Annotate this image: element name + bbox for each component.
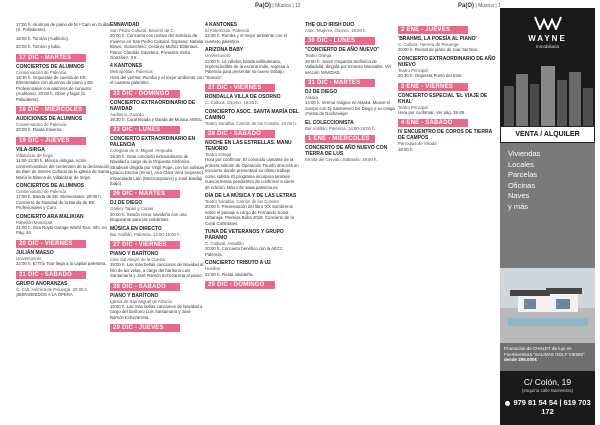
phone-icon	[505, 401, 510, 406]
event-venue: C. Cultura, Osorno. 19:30 h.	[205, 100, 259, 106]
real-estate-ad	[500, 0, 600, 425]
ad-address: C/ Colón, 19	[523, 377, 572, 387]
ad-banner: VENTA / ALQUILER	[500, 126, 595, 143]
day-header: 4 ENE - SÁBADO	[398, 119, 468, 127]
event-desc: 20:30 h. Orquesta Punto del Este.	[398, 73, 463, 79]
day-header: 19 DIC - JUEVES	[16, 137, 86, 145]
ad-address-note: (esquina calle Barrientos)	[521, 388, 574, 393]
event-title: THE OLD IRISH DUO	[305, 22, 355, 28]
event-title: TUNA DE VETERANOS Y GRUPO PÁRAMO	[205, 228, 284, 241]
villa-icon	[500, 268, 595, 343]
event-venue: Parroquia de Villada	[398, 141, 437, 147]
ad-service-item: y más	[508, 201, 529, 211]
event-title: DÍA DE LA MÚSICA Y DE LAS LETRAS	[205, 192, 297, 199]
ad-services-list	[508, 149, 540, 212]
event-title: 4 KANTONES	[110, 63, 143, 70]
wayne-logo-icon	[533, 16, 563, 30]
event-desc: 21:00 h. Gira Royal Garage World Tour. Info. en Pág. 34.	[16, 224, 107, 236]
event-venue: Bar Antillán, Palencia. 14:00-16:00 h	[110, 231, 180, 237]
event-venue: Colegiata de S. Miguel. Ampudia	[110, 148, 173, 154]
event-title: "CONCIERTO DE AÑO NUEVO"	[305, 47, 380, 54]
event-title: PIANO Y BARÍTONO	[110, 292, 159, 299]
event-item	[16, 116, 111, 133]
event-title: DJ DE DIEGO	[110, 200, 143, 207]
event-desc: Hora por confirmar. El conocido cantante de la primera edición de Operación Triunfo ofrecerá un concierto donde presentará su último trabajo como solista. El programa incorpora también nuevos temas pendientes de confirmar a cierre de edición. Más info: www.palencia.es	[205, 157, 299, 190]
ad-service-item: Parcelas	[508, 170, 538, 179]
event-desc: 19:00 h. Las más bellas canciones de Navidad a cargo del barítono Luis Santamaría y José Ramón Echezarreta.	[110, 303, 203, 320]
event-text: 18:00 h. Torotón (Auditorio).	[16, 35, 70, 41]
ad-brand: WAYNE	[528, 34, 567, 43]
event-item	[110, 293, 205, 321]
event-venue: Alaska	[305, 95, 318, 101]
page-header-left: Pa(O) | Música | 12	[255, 3, 301, 9]
event-venue: Teatro Ortega	[205, 152, 232, 158]
event-item	[16, 36, 111, 41]
event-title: AUDICIONES DE ALUMNOS	[16, 116, 83, 123]
event-title: CONCIERTO ARA MALIKIAN	[16, 213, 84, 220]
event-item	[205, 229, 300, 257]
event-venue: Iglesia de San Miguel de Alzucla	[110, 298, 172, 304]
ad-service-item: Viviendas	[508, 149, 541, 158]
city-skyline-icon	[500, 56, 595, 126]
event-desc: 11:00-13:30 h. Música antigua. Actos conmemorativos del centenario de la declaración de Bien de Interés Cultural de la iglesia de Santa María la Blanca de Villalcázar de Sirga.	[16, 158, 110, 180]
event-title: CONCIERTO TRIBUTO A U2	[205, 260, 271, 267]
event-desc: 20:00 h. Presentación del libro 'XX Sombreros sobre el paisaje a cargo de Fernando Sonia Urbaneja. Premios Bidra 2019. Concierto de la Coral Contrastes.	[205, 204, 294, 226]
event-item	[398, 36, 496, 53]
day-header: 21 DIC - SÁBADO	[16, 271, 86, 279]
event-venue: San Pedro Cultural. Becerril de C.	[110, 28, 175, 33]
event-title: CONCIERTO ASOC. SANTA MARÍA DEL CAMINO	[205, 108, 299, 121]
event-item	[305, 22, 397, 33]
event-venue: Teatro Sanabia, Carrión de los Condes	[205, 198, 280, 204]
day-header: 26 DIC - MARTES	[110, 190, 180, 198]
event-desc: 19:00 h. Las más bellas canciones de Navidad al hilo de las velas, a cargo del barítono Luis Santamaría y José Ramón Echezarreta al piano.	[110, 262, 204, 279]
page-header-right: Pa(O) | Música |	[458, 3, 504, 13]
event-venue: C. Cult. Herrera de Pisuerga. 20:00 h.	[16, 286, 89, 292]
event-venue: El Antenículo, Palencia	[205, 28, 249, 33]
event-desc: 19:30 h. Orquestas de cuerda de EE. Elementales con alumnos de piano y EE. Profesionales con alumnos de conjunto (Auditorio). 20:00 h. Oboe y fagot (S. Polivalente).	[16, 75, 95, 102]
event-item	[110, 226, 205, 237]
event-venue: Villalcázar de Sirga	[16, 152, 53, 158]
agenda-column-5	[398, 22, 496, 155]
ad-contact	[500, 371, 595, 425]
event-desc: 22:00 h. El Trío Tour llega a la capital palentina.	[16, 261, 107, 267]
event-item	[16, 22, 111, 33]
ad-header	[500, 8, 595, 126]
event-venue: Teatro Ortega	[305, 53, 332, 59]
event-item	[205, 193, 300, 226]
event-item	[205, 260, 300, 277]
section-left: Música	[275, 3, 291, 9]
event-desc: Hora del vermut. Rumba y el mejor ambiente con el cuarteto palentino.	[110, 74, 204, 86]
event-desc: 20:00 h. Concierto con motivo del Solsticio de Invierno en San Pedro Cultural. Soprano: Natalia Bravo. Violonchelo: Cesáreo Muñoz Ebbinaos. Piano: Cándido Gavetero. Presenta: Erika González. 3 €	[110, 33, 204, 61]
event-text: 17:00 h. Alumnos de piano de M.ª Cam en Guillar (S. Polivalente).	[16, 22, 111, 33]
event-item	[110, 63, 205, 85]
event-desc: 22:00 h. La célebre banda vallisoletana, imprescindible de la escena indie, regresa a Palencia para presentar su nuevo trabajo "Sonoro".	[205, 58, 289, 80]
page-number-left: 12	[295, 3, 301, 9]
event-venue: Conservatorio de Palencia	[16, 69, 67, 75]
brand-left: Pa(O)	[255, 3, 272, 9]
event-venue: Teatro Sanabia, Carrión de los Condes. 20:00 h.	[205, 120, 297, 126]
event-title: IV ENCUENTRO DE COROS DE TIERRA DE CAMPOS	[398, 129, 492, 142]
day-header: 2 ENE - JUEVES	[398, 26, 468, 34]
event-desc: 19:00 h. Joven Orquesta Sinfónica de Valladolid, dirigida por Ernesto Monsalve. Ver sección NAVIDAD.	[305, 58, 392, 75]
event-item	[16, 64, 111, 102]
event-text: 20:00 h. Tomton y tuba.	[16, 44, 61, 50]
event-item	[305, 89, 397, 117]
brand-right: Pa(O)	[458, 3, 475, 9]
event-venue: C. Cultural, Astudillo	[205, 240, 244, 246]
agenda-column-1	[16, 22, 111, 300]
event-desc: 17:00 h. Banda de EE. Elementales. 20:00 h. Concierto de Navidad de la Banda de EE. Profesionales y Coro.	[16, 194, 102, 211]
event-title: VILA-SIRGA	[16, 146, 45, 153]
event-desc: 22:00 h. Fiesta navideña.	[205, 271, 254, 277]
event-item	[305, 47, 397, 75]
event-desc: 20:00 h. Flauta traversa.	[16, 127, 63, 133]
day-header: 29 DIC - DOMINGO	[205, 281, 275, 289]
ad-service-item: Locales	[508, 159, 534, 169]
event-item	[16, 183, 111, 211]
day-header: 18 DIC - MIÉRCOLES	[16, 106, 86, 114]
event-desc: 19:30 h. Gran concierto extraordinario de Navidad a cargo de la Orquesta Sinfónica Stradivari dirigida por Virgil Pope, con los solistas Ignacio Encina (tenor), Ana Clara Vera (soprano), Inmaculada Lain (Mezzosoprano) y José Bardají (bajo).	[110, 153, 205, 186]
event-title: PIANO Y BARÍTONO	[110, 250, 159, 257]
day-header: 3 ENE - VIERNES	[398, 83, 468, 91]
event-desc: 20:00 h. Concierto benéfico con la AECC Palencia.	[205, 246, 284, 257]
event-item	[205, 94, 300, 105]
ad-service-item: Oficinas	[508, 180, 536, 190]
event-title: RONDALLA VILLA DE OSORNO	[205, 94, 281, 101]
ad-phones	[500, 398, 595, 416]
event-item	[205, 109, 300, 126]
day-header: 17 DIC - MARTES	[16, 54, 86, 62]
event-title: NOCHE EN LAS ESTRELLAS. MANU TENORIO	[205, 140, 292, 153]
event-title: CONCIERTO EXTRAORDINARIO DE NAVIDAD	[110, 99, 196, 112]
day-header: 30 DIC - LUNES	[305, 37, 375, 45]
event-title: CONCIERTOS DE ALUMNOS	[16, 182, 85, 189]
event-item	[110, 251, 205, 279]
event-item	[398, 93, 496, 116]
day-header: 31 DIC - MARTES	[305, 79, 375, 87]
day-header: 27 DIC - VIERNES	[205, 84, 275, 92]
event-title: CONCIERTO DE AÑO NUEVO CON TIERRA DE LUS	[305, 145, 388, 158]
ad-house-photo	[500, 268, 595, 343]
event-venue: Cine Sal Alegre de la Cuesta	[110, 256, 165, 262]
event-item	[16, 44, 111, 49]
ad-promo-title: Promoción de CHALET de lujo en Fuerteventura "SALINAS GOLF VIEWS"	[504, 346, 585, 357]
event-title: CONCIERTO ESPECIAL 'EL VIAJE DE KHAL'	[398, 92, 488, 105]
event-item	[110, 136, 205, 186]
event-venue: Husillos	[205, 266, 221, 272]
event-item	[110, 22, 205, 60]
event-desc: Hora por confirmar. Ver pág. 28-29.	[398, 110, 466, 116]
event-title: CONCIERTO EXTRAORDINARIO DE AÑO NUEVO	[398, 55, 496, 68]
event-item	[398, 56, 496, 79]
event-venue: Metropolitan. Palencia	[110, 69, 153, 75]
day-header: 28 DIC - SÁBADO	[205, 130, 275, 138]
ad-promo-price: desde 295.000€	[504, 357, 538, 362]
day-header: 22 DIC - DOMINGO	[110, 90, 180, 98]
ad-service-item: Naves	[508, 191, 530, 200]
event-venue: Pabellón Municipal	[16, 219, 53, 225]
event-venue: Conservatorio de Palencia	[16, 188, 67, 194]
event-title: ARIZONA BABY	[205, 47, 244, 54]
event-desc: 20:00 h. Recital de piano de Iciar Serrano.	[398, 47, 479, 53]
event-title: CONCIERTOS DE ALUMNOS	[16, 63, 85, 70]
event-venue: Auditorio, Guardo	[110, 111, 144, 117]
ad-services	[500, 143, 595, 268]
event-title: GRUPO ANORANZAS	[16, 280, 68, 287]
event-venue: Teatro Principal	[398, 104, 428, 110]
event-desc: 18:00 h.	[398, 146, 414, 152]
event-item	[205, 47, 300, 80]
event-title: DJ DE DIEGO	[305, 89, 338, 96]
event-item	[16, 281, 111, 298]
ad-subtitle: Inmobiliaria	[535, 44, 559, 49]
event-item	[205, 22, 300, 44]
event-venue: Universonoro	[205, 53, 231, 59]
agenda-column-2	[110, 22, 205, 334]
section-right: Música	[478, 3, 494, 9]
ad-promo	[500, 343, 595, 371]
event-item	[305, 120, 397, 131]
event-title: MÚSICA EN DIRECTO	[110, 225, 162, 232]
event-item	[398, 129, 496, 152]
day-header: 28 DIC - SÁBADO	[110, 283, 180, 291]
event-venue: C. Cultura, Herrera de Pisuerga	[398, 42, 459, 47]
event-desc: ¡BIENVENIDOS A LA ÓPERA	[16, 291, 73, 297]
event-venue: Universonoro	[16, 255, 42, 261]
event-venue: Bar Antillán, Palencia. 14:00-16:00 h	[305, 125, 375, 131]
agenda-column-3	[205, 22, 300, 291]
day-header: 23 DIC - LUNES	[110, 126, 180, 134]
event-item	[205, 140, 300, 190]
day-header: 1 ENE - MIÉRCOLES	[305, 135, 375, 143]
event-venue: Conservatorio de Palencia	[16, 122, 67, 128]
agenda-column-4	[305, 22, 397, 165]
event-venue: Gallery Tapas y Copas	[110, 206, 154, 212]
day-header: 27 DIC - VIERNES	[110, 241, 180, 249]
event-desc: 20:00 h. Sesión remix navideño con una bloqueante para las celebrities.	[110, 211, 187, 223]
event-item	[110, 200, 205, 222]
event-title: JULIÁN MAESO	[16, 249, 54, 256]
event-title: 'BRAHMS, LA POESÍA AL PIANO'	[398, 36, 477, 42]
event-item	[16, 250, 111, 267]
event-venue: Asoc. Mujeres, Osorno. 19:00 h.	[305, 28, 367, 33]
event-item	[16, 147, 111, 180]
event-item	[305, 145, 397, 162]
event-title: CONCIERTO EXTRAORDINARIO EN PALENCIA	[110, 136, 196, 149]
event-title: 4 KANTONES	[205, 22, 238, 28]
day-header: 20 DIC - VIERNES	[16, 240, 86, 248]
event-desc: 22:30 h. Rumba y el mejor ambiente con el cuarteto palentino.	[205, 33, 287, 44]
event-item	[110, 100, 205, 123]
event-desc: 14:00 h. Vermut mágico en Alaska. Mueve el cuerpo con Dj Santomero De Diego y su conga ¡Fiesta de Nochevieja!	[305, 100, 395, 117]
ad-phone-numbers: 979 81 54 54 | 619 703 172	[513, 398, 591, 416]
event-item	[16, 214, 111, 236]
event-title: ENNAVIDAD	[110, 22, 140, 28]
day-header: 29 DIC - JUEVES	[110, 324, 180, 332]
event-title: EL COLECCIONISTA	[305, 119, 354, 126]
event-venue: Teatro Principal	[398, 67, 428, 73]
event-venue: Ermita del Cervato, Baltanás. 19:00 h.	[305, 157, 378, 163]
event-desc: 19:30 h. Coral Boada y Banda de Música AMGu.	[110, 117, 203, 123]
